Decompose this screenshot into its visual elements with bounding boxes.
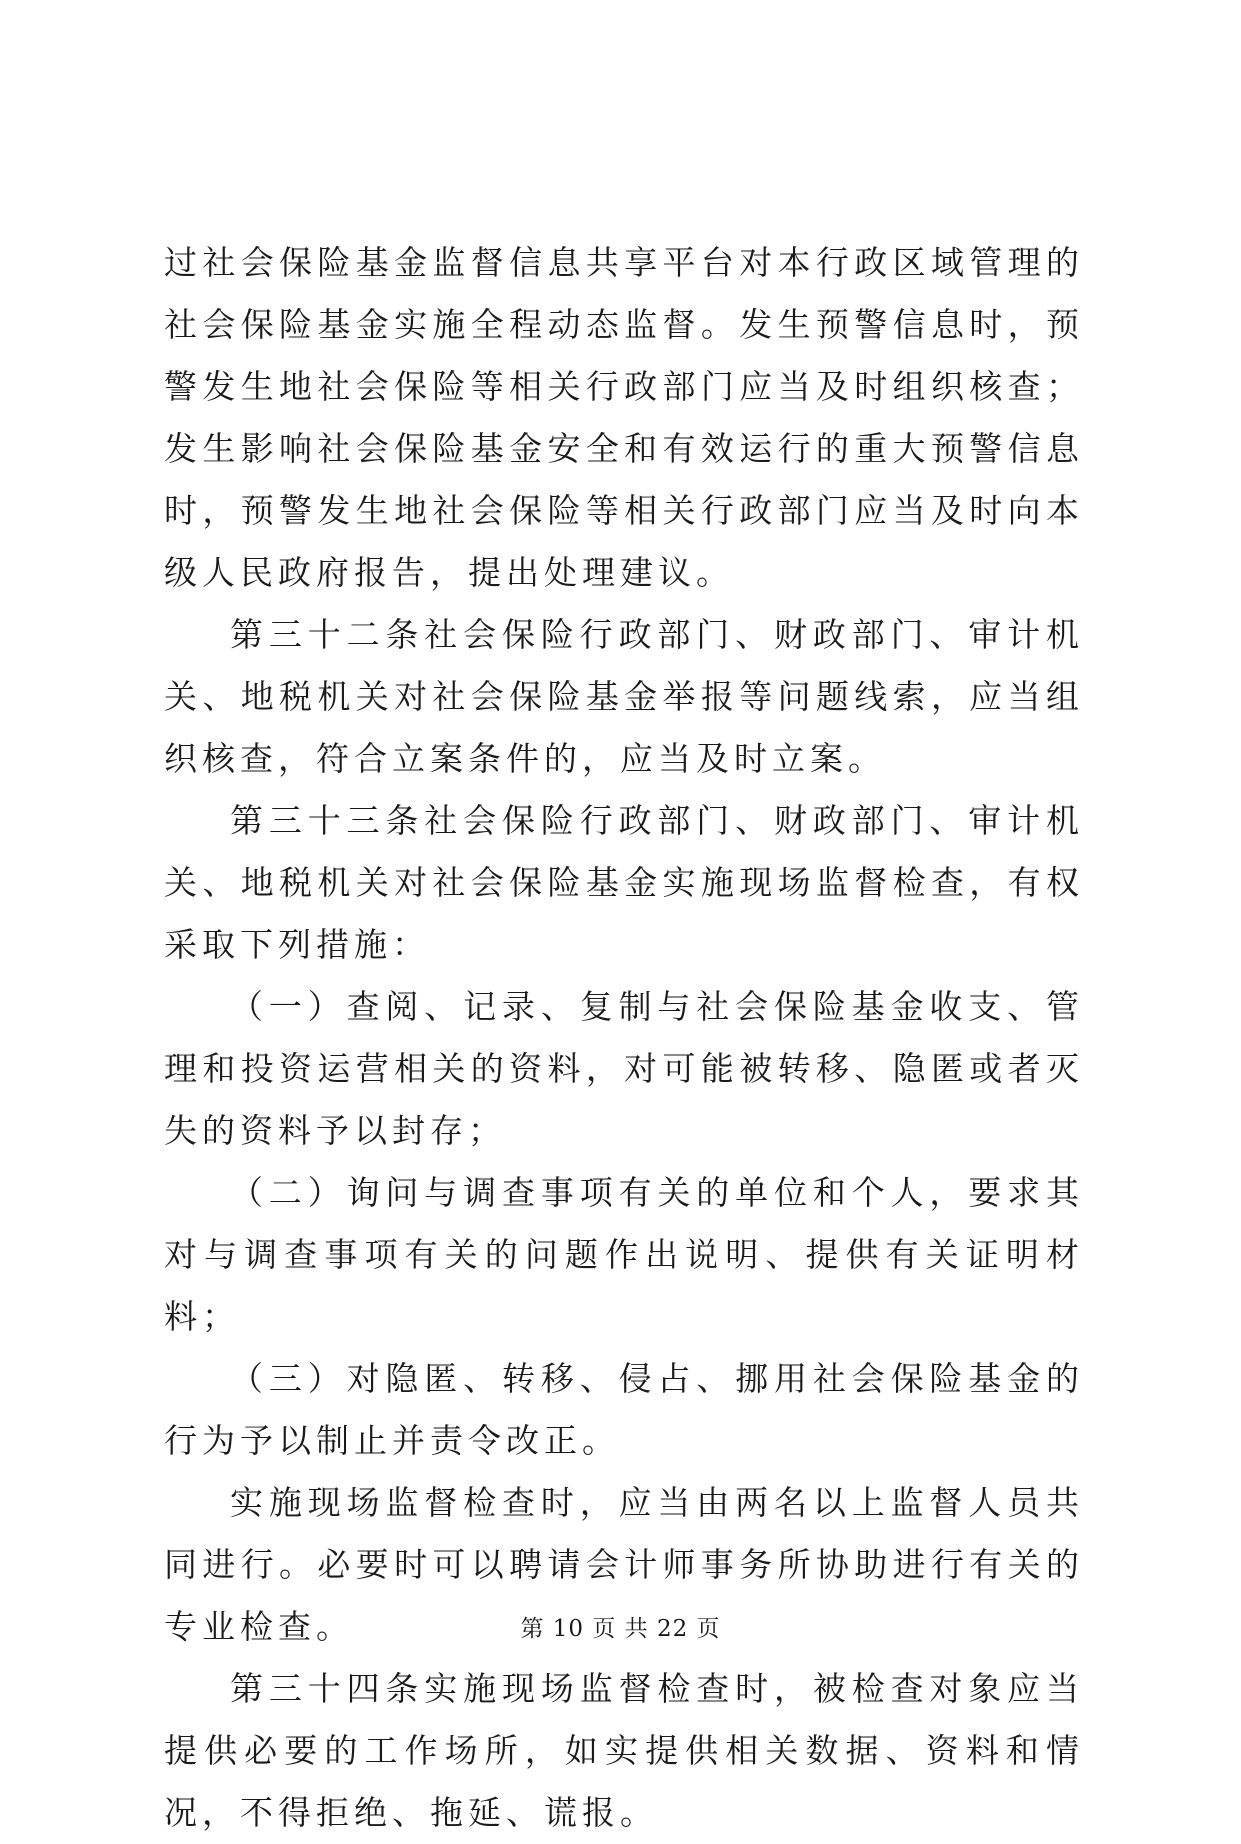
paragraph-item-3: （三）对隐匿、转移、侵占、挪用社会保险基金的行为予以制止并责令改正。 xyxy=(164,1359,1084,1460)
paragraph-article-34: 第三十四条实施现场监督检查时，被检查对象应当提供必要的工作场所，如实提供相关数据、资料和情况，不得拒绝、拖延、谎报。 xyxy=(164,1669,1084,1832)
paragraph-continued: 过社会保险基金监督信息共享平台对本行政区域管理的社会保险基金实施全程动态监督。发生预警信息时，预警发生地社会保险等相关行政部门应当及时组织核查；发生影响社会保险基金安全和有效运行的重大预警信息时，预警发生地社会保险等相关行政部门应当及时向本级人民政府报告，提出处理建议。 xyxy=(164,243,1084,592)
paragraph-article-33: 第三十三条社会保险行政部门、财政部门、审计机关、地税机关对社会保险基金实施现场监督检查，有权采取下列措施： xyxy=(164,801,1084,964)
document-body xyxy=(164,232,1084,1844)
paragraph-item-2: （二）询问与调查事项有关的单位和个人，要求其对与调查事项有关的问题作出说明、提供有关证明材料； xyxy=(164,1173,1084,1336)
paragraph-item-1: （一）查阅、记录、复制与社会保险基金收支、管理和投资运营相关的资料，对可能被转移、隐匿或者灭失的资料予以封存； xyxy=(164,987,1084,1150)
paragraph-article-32: 第三十二条社会保险行政部门、财政部门、审计机关、地税机关对社会保险基金举报等问题线索，应当组织核查，符合立案条件的，应当及时立案。 xyxy=(164,615,1084,778)
paragraph-inspection: 实施现场监督检查时，应当由两名以上监督人员共同进行。必要时可以聘请会计师事务所协助进行有关的专业检查。 xyxy=(164,1483,1084,1646)
page-number-footer: 第 10 页 共 22 页 xyxy=(520,1616,721,1642)
